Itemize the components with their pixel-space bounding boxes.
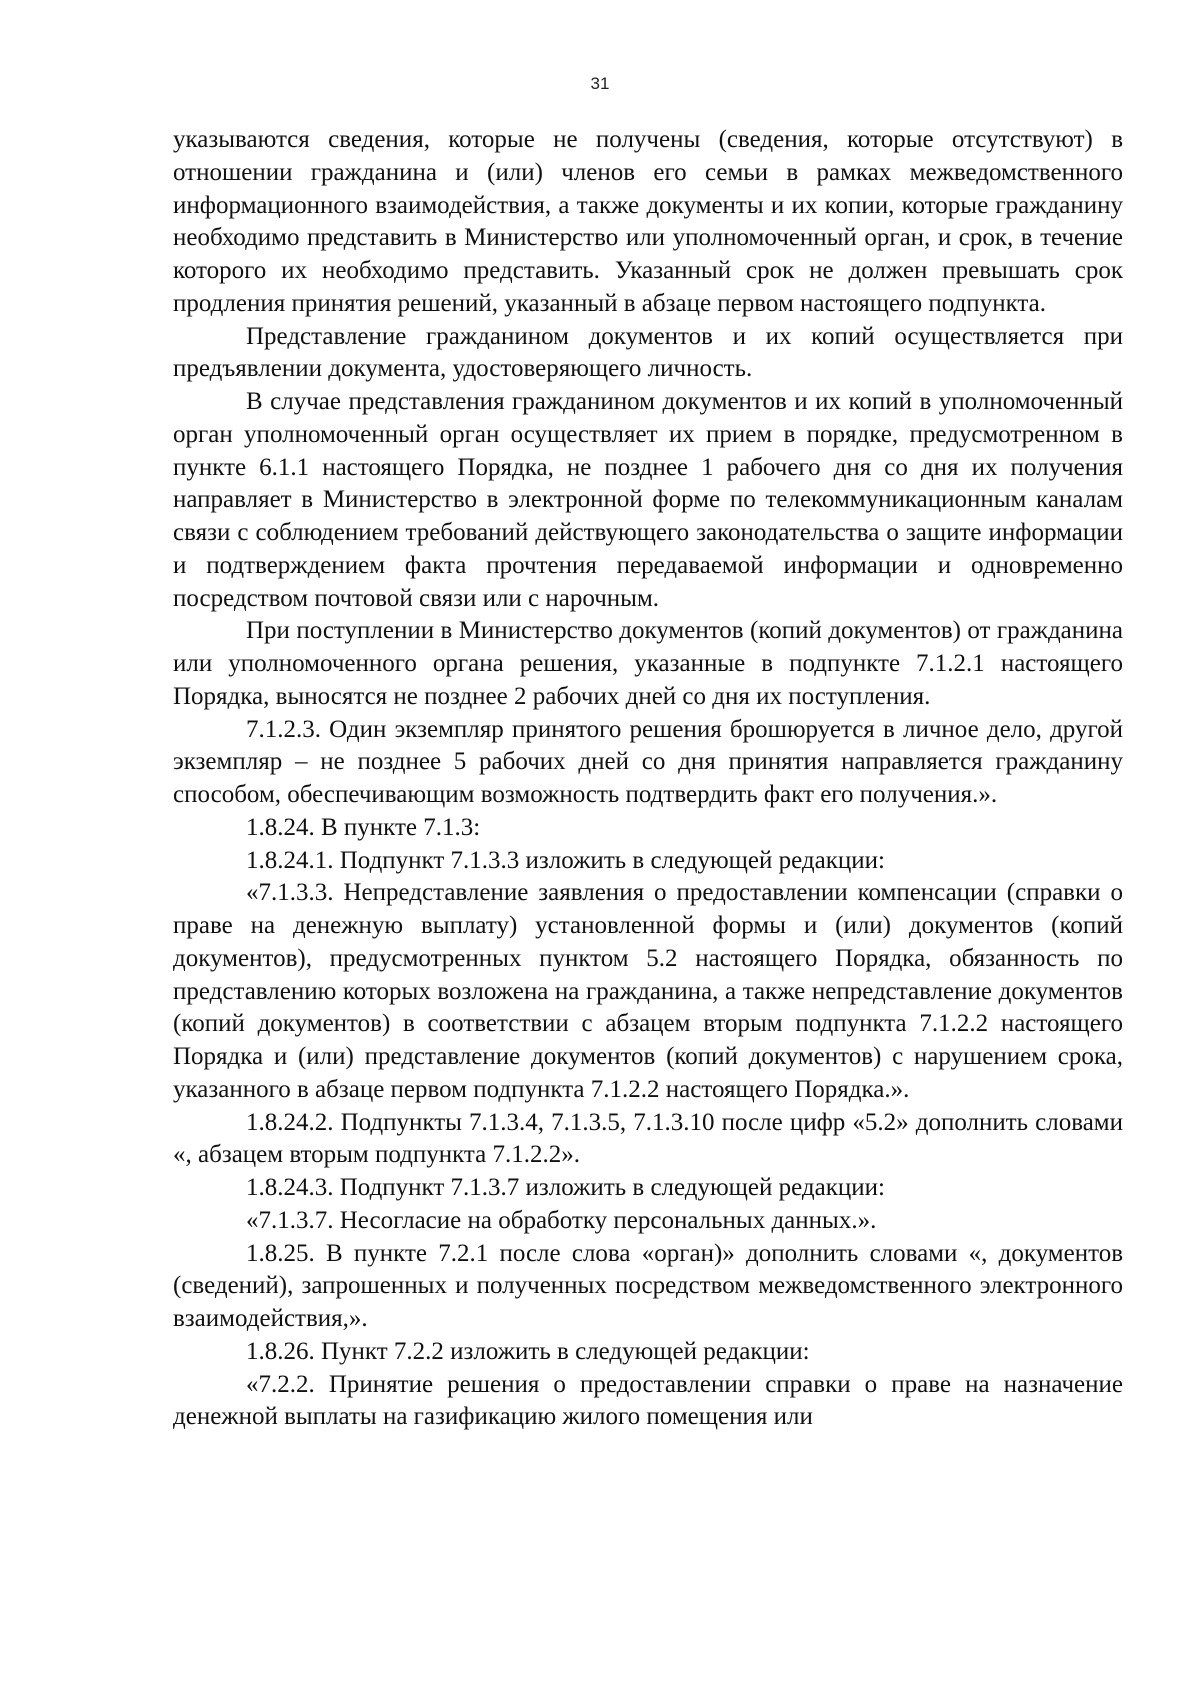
paragraph-document-presentation: Представление гражданином документов и их копий осуществляется при предъявлении документа, удостоверяющего личность. [173, 322, 1123, 383]
paragraph-7-1-2-3: 7.1.2.3. Один экземпляр принятого решения брошюруется в личное дело, другой экземпляр – не позднее 5 рабочих дней со дня принятия направляется гражданину способом, обеспечивающим возможность подтвердить факт его получения.». [173, 715, 1123, 808]
paragraph-ministry-receipt: При поступлении в Министерство документов (копий документов) от гражданина или уполномоченного органа решения, указанные в подпункте 7.1.2.1 настоящего Порядка, выносятся не позднее 2 рабочих дней со дня их поступления. [173, 617, 1123, 710]
paragraph-authorized-body: В случае представления гражданином документов и их копий в уполномоченный орган уполномоченный орган осуществляет их прием в порядке, предусмотренном в пункте 6.1.1 настоящего Порядка, не позднее 1 рабочего дня со дня их получения направляет в Министерство в электронной форме по телекоммуникационным каналам связи с соблюдением требований действующего законодательства о защите информации и подтверждением факта прочтения передаваемой информации и одновременно посредством почтовой связи или с нарочным. [173, 388, 1123, 612]
paragraph-continuation: указываются сведения, которые не получены (сведения, которые отсутствуют) в отношении гражданина и (или) членов его семьи в рамках межведомственного информационного взаимодействия, а также документы и их копии, которые гражданину необходимо представить в Министерство или уполномоченный орган, и срок, в течение которого их необходимо представить. Указанный срок не должен превышать срок продления принятия решений, указанный в абзаце первом настоящего подпункта. [173, 126, 1123, 317]
paragraph-1-8-24-2: 1.8.24.2. Подпункты 7.1.3.4, 7.1.3.5, 7.1.3.10 после цифр «5.2» дополнить словами «, абзацем вторым подпункта 7.1.2.2». [173, 1108, 1123, 1169]
document-body [173, 124, 1123, 1434]
paragraph-1-8-26: 1.8.26. Пункт 7.2.2 изложить в следующей редакции: [246, 1337, 810, 1365]
paragraph-7-1-3-7: «7.1.3.7. Несогласие на обработку персональных данных.». [246, 1206, 877, 1234]
paragraph-7-2-2: «7.2.2. Принятие решения о предоставлении справки о праве на назначение денежной выплаты на газификацию жилого помещения или [173, 1370, 1123, 1431]
page-number: 31 [590, 74, 610, 93]
paragraph-1-8-24-3: 1.8.24.3. Подпункт 7.1.3.7 изложить в следующей редакции: [246, 1174, 885, 1201]
paragraph-1-8-24-1: 1.8.24.1. Подпункт 7.1.3.3 изложить в следующей редакции: [246, 846, 885, 874]
paragraph-1-8-24: 1.8.24. В пункте 7.1.3: [246, 813, 481, 841]
paragraph-1-8-25: 1.8.25. В пункте 7.2.1 после слова «орган)» дополнить словами «, документов (сведений), запрошенных и полученных посредством межведомственного электронного взаимодействия,». [173, 1239, 1123, 1332]
paragraph-7-1-3-3: «7.1.3.3. Непредставление заявления о предоставлении компенсации (справки о праве на денежную выплату) установленной формы и (или) документов (копий документов), предусмотренных пунктом 5.2 настоящего Порядка, обязанность по представлению которых возложена на гражданина, а также непредставление документов (копий документов) в соответствии с абзацем вторым подпункта 7.1.2.2 настоящего Порядка и (или) представление документов (копий документов) с нарушением срока, указанного в абзаце первом подпункта 7.1.2.2 настоящего Порядка.». [173, 879, 1123, 1103]
